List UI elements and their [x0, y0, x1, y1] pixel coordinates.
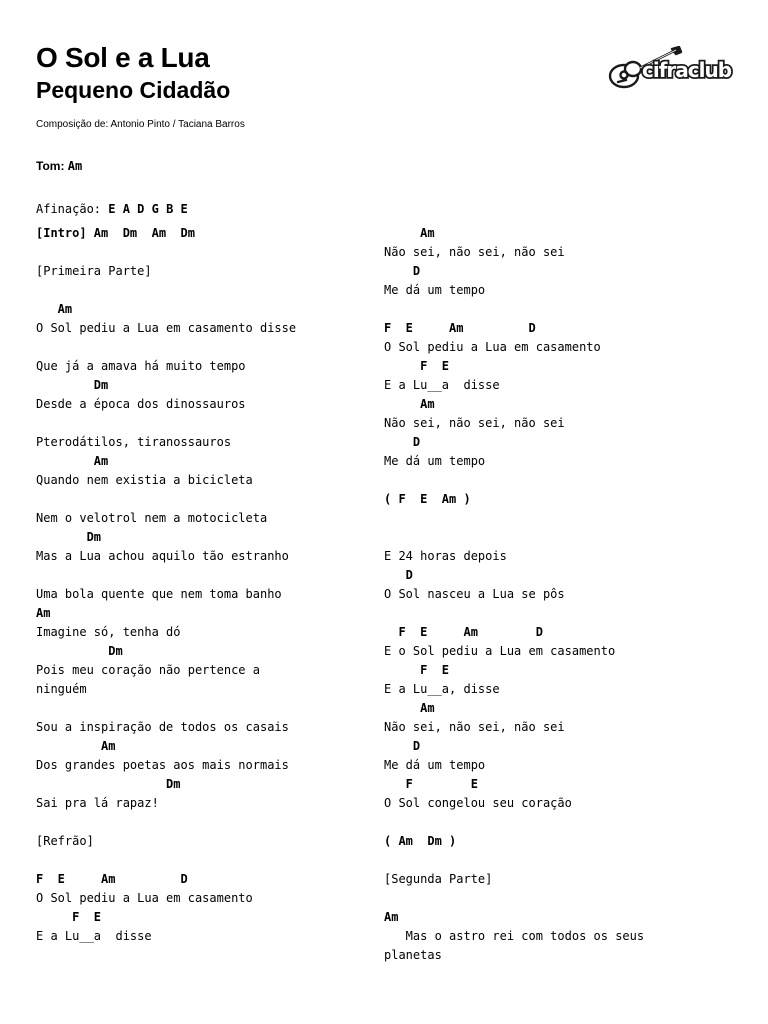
lyric-line: Mas o astro rei com todos os seus [384, 929, 645, 943]
lyric-line: [Refrão] [36, 834, 94, 848]
tuning-value: E A D G B E [108, 202, 188, 216]
lyric-line: Que já a amava há muito tempo [36, 359, 246, 373]
blank-line [384, 851, 724, 870]
chord-line[interactable]: ( Am Dm ) [384, 834, 457, 848]
key-value: Am [67, 159, 83, 173]
blank-line [36, 851, 376, 870]
chord-line[interactable]: Am [384, 910, 399, 924]
chord-line[interactable]: [Intro] Am Dm Am Dm [36, 226, 195, 240]
blank-line [384, 813, 724, 832]
lyric-line: Imagine só, tenha dó [36, 625, 181, 639]
chord-line[interactable]: Am [36, 739, 116, 753]
chord-line[interactable]: D [384, 739, 421, 753]
chord-line[interactable]: Am [384, 397, 435, 411]
lyric-line: Não sei, não sei, não sei [384, 416, 565, 430]
chord-line[interactable]: Dm [36, 378, 109, 392]
chord-line[interactable]: F E Am D [384, 625, 543, 639]
blank-line [36, 281, 376, 300]
lyric-line: O Sol pediu a Lua em casamento [36, 891, 253, 905]
lyric-line: Pterodátilos, tiranossauros [36, 435, 232, 449]
lyric-line: planetas [384, 948, 442, 962]
key-label: Tom: [36, 159, 65, 173]
chord-line[interactable]: F E [36, 910, 102, 924]
cifraclub-logo[interactable] [606, 46, 732, 92]
chord-line[interactable]: Am [384, 226, 435, 240]
lyric-line: Não sei, não sei, não sei [384, 245, 565, 259]
lyric-line: [Primeira Parte] [36, 264, 152, 278]
chord-line[interactable]: F E [384, 359, 450, 373]
tuning-label: Afinação: [36, 202, 102, 216]
blank-line [384, 889, 724, 908]
lyric-line: E a Lu__a, disse [384, 682, 500, 696]
chord-line[interactable]: Dm [36, 777, 181, 791]
chord-line[interactable]: D [384, 568, 413, 582]
chord-line[interactable]: D [384, 264, 421, 278]
artist-name: Pequeno Cidadão [36, 77, 231, 103]
composer-credit: Composição de: Antonio Pinto / Taciana Barros [36, 119, 245, 130]
chord-line[interactable]: Am [36, 454, 109, 468]
lyric-line: O Sol pediu a Lua em casamento [384, 340, 601, 354]
lyrics-column-left [36, 224, 376, 946]
blank-line [384, 528, 724, 547]
lyric-line: Nem o velotrol nem a motocicleta [36, 511, 268, 525]
blank-line [36, 243, 376, 262]
chord-line[interactable]: F E Am D [36, 872, 188, 886]
chord-line[interactable]: F E [384, 777, 478, 791]
blank-line [384, 471, 724, 490]
lyric-line: E 24 horas depois [384, 549, 507, 563]
chord-line[interactable]: Dm [36, 530, 102, 544]
lyric-line: [Segunda Parte] [384, 872, 493, 886]
lyric-line: Sai pra lá rapaz! [36, 796, 159, 810]
blank-line [36, 414, 376, 433]
lyric-line: Não sei, não sei, não sei [384, 720, 565, 734]
lyric-line: E a Lu__a disse [36, 929, 152, 943]
blank-line [384, 300, 724, 319]
chord-line[interactable]: F E [384, 663, 450, 677]
chord-line[interactable]: Am [36, 606, 51, 620]
lyric-line: Sou a inspiração de todos os casais [36, 720, 289, 734]
lyric-line: Uma bola quente que nem toma banho [36, 587, 282, 601]
tuning-info [36, 202, 188, 216]
chord-line[interactable]: ( F E Am ) [384, 492, 471, 506]
key-info [36, 159, 82, 173]
lyric-line: ninguém [36, 682, 87, 696]
lyric-line: O Sol pediu a Lua em casamento disse [36, 321, 297, 335]
blank-line [36, 813, 376, 832]
lyric-line: Quando nem existia a bicicleta [36, 473, 253, 487]
chord-line[interactable]: Am [36, 302, 73, 316]
blank-line [36, 338, 376, 357]
lyric-line: O Sol nasceu a Lua se pôs [384, 587, 565, 601]
lyric-line: Desde a época dos dinossauros [36, 397, 246, 411]
chord-line[interactable]: F E Am D [384, 321, 536, 335]
lyric-line: Dos grandes poetas aos mais normais [36, 758, 289, 772]
lyric-line: Mas a Lua achou aquilo tão estranho [36, 549, 289, 563]
chord-line[interactable]: Dm [36, 644, 123, 658]
lyric-line: E o Sol pediu a Lua em casamento [384, 644, 616, 658]
chord-line[interactable]: Am [384, 701, 435, 715]
blank-line [384, 509, 724, 528]
lyric-line: Me dá um tempo [384, 454, 486, 468]
lyrics-column-right [384, 224, 724, 965]
logo-wordmark: cifraclub [642, 58, 732, 82]
lyric-line: Me dá um tempo [384, 758, 486, 772]
blank-line [36, 566, 376, 585]
lyric-line: Pois meu coração não pertence a [36, 663, 260, 677]
song-title: O Sol e a Lua [36, 42, 210, 73]
chord-line[interactable]: D [384, 435, 421, 449]
lyric-line: O Sol congelou seu coração [384, 796, 572, 810]
blank-line [36, 490, 376, 509]
blank-line [384, 604, 724, 623]
lyric-line: Me dá um tempo [384, 283, 486, 297]
lyric-line: E a Lu__a disse [384, 378, 500, 392]
blank-line [36, 699, 376, 718]
